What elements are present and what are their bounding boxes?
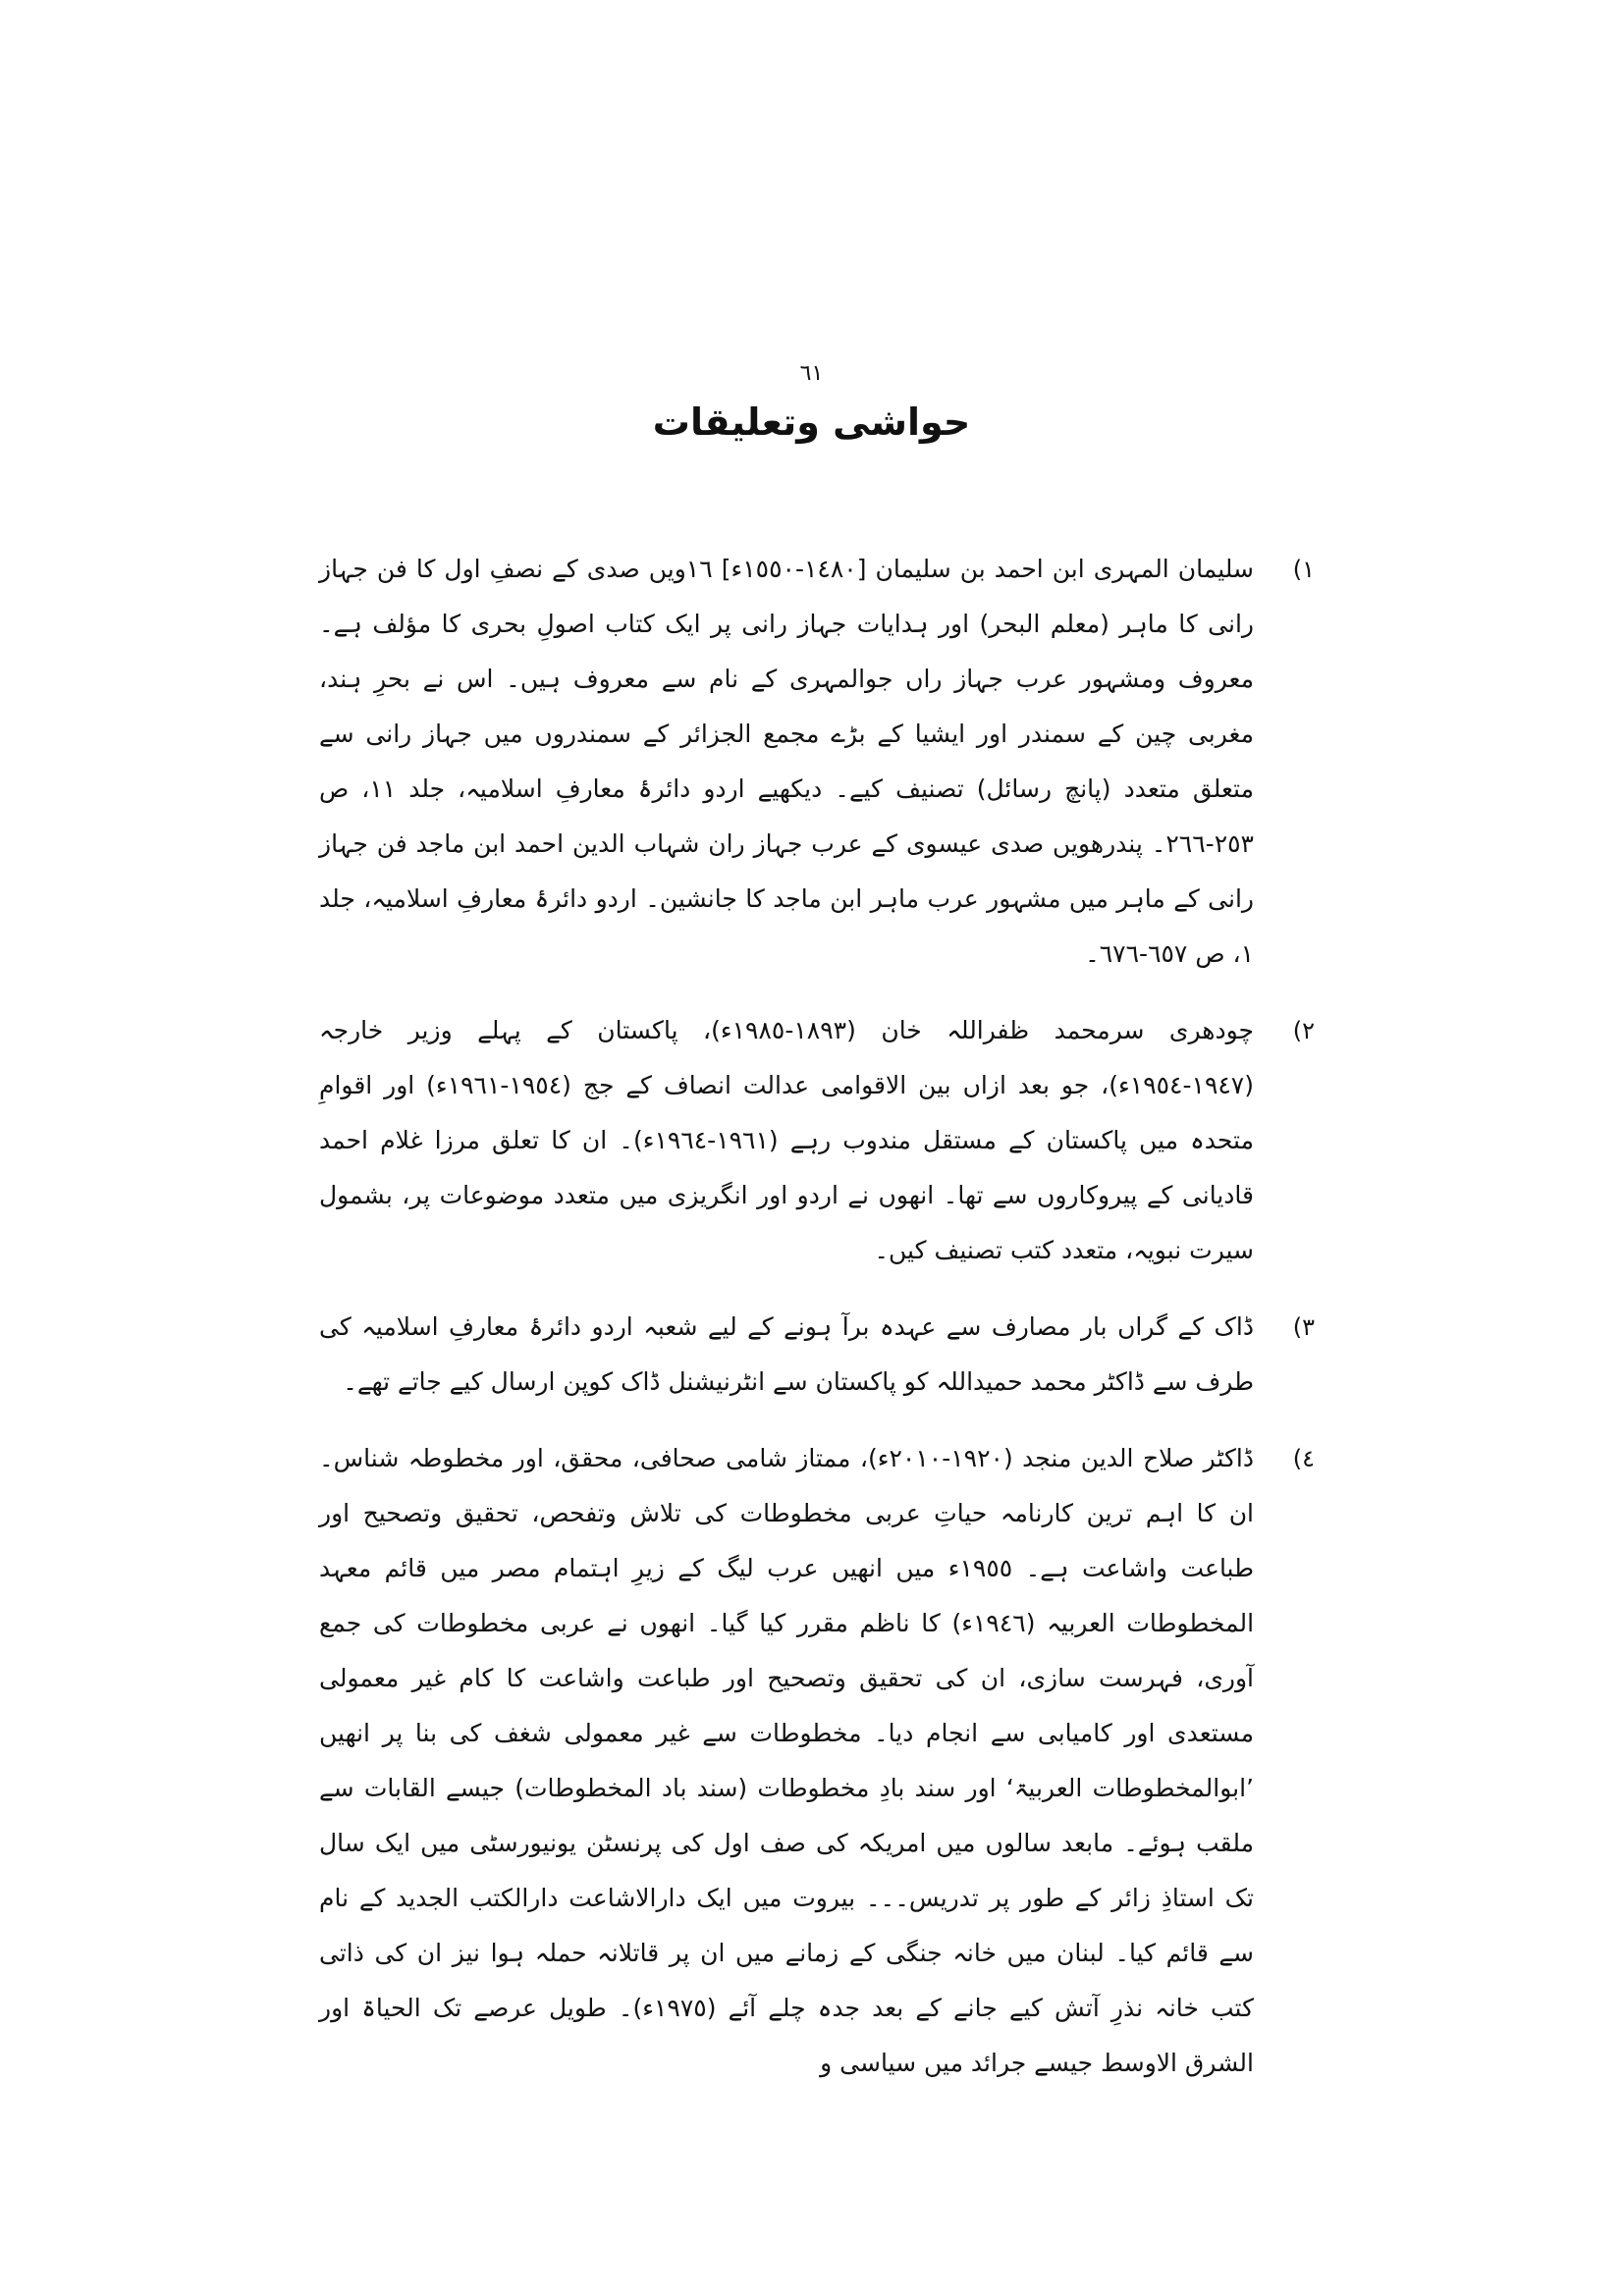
note-number: ٤) xyxy=(1292,1445,1315,1472)
note-number: ٣) xyxy=(1292,1313,1315,1341)
note-item xyxy=(319,1431,1321,2091)
note-text: سلیمان المہری ابن احمد بن سلیمان [١٤٨٠-١٥٥٠ء] ١٦ویں صدی کے نصفِ اول کا فن جہاز رانی کا ماہر (معلم البحر) اور ہدایات جہاز رانی پر ایک کتاب اصولِ بحری کا مؤلف ہے۔ معروف ومشہور عرب جہاز راں جوالمہری کے نام سے معروف ہیں۔ اس نے بحرِ ہند، مغربی چین کے سمندر اور ایشیا کے بڑے مجمع الجزائر کے سمندروں میں جہاز رانی سے متعلق متعدد (پانچ رسائل) تصنیف کیے۔ دیکھیے اردو دائرۂ معارفِ اسلامیہ، جلد ١١، ص ٢٥٣-٢٦٦۔ پندرھویں صدی عیسوی کے عرب جہاز ران شہاب الدین احمد ابن ماجد فن جہاز رانی کے ماہر میں مشہور عرب ماہر ابن ماجد کا جانشین۔ اردو دائرۂ معارفِ اسلامیہ، جلد ١، ص ٦٥٧-٦٧٦۔ xyxy=(319,555,1254,968)
note-item xyxy=(319,1300,1321,1410)
note-number: ٢) xyxy=(1292,1017,1315,1044)
note-item xyxy=(319,1003,1321,1278)
note-number: ١) xyxy=(1292,556,1315,583)
notes-list xyxy=(319,542,1321,2112)
note-item xyxy=(319,542,1321,982)
note-text: چودھری سرمحمد ظفراللہ خان (١٨٩٣-١٩٨٥ء)، پاکستان کے پہلے وزیر خارجہ (١٩٤٧-١٩٥٤ء)، جو بعد ازاں بین الاقوامی عدالت انصاف کے جج (١٩٥٤-١٩٦١ء) اور اقوامِ متحدہ میں پاکستان کے مستقل مندوب رہے (١٩٦١-١٩٦٤ء)۔ ان کا تعلق مرزا غلام احمد قادیانی کے پیروکاروں سے تھا۔ انھوں نے اردو اور انگریزی میں متعدد موضوعات پر، بشمول سیرت نبویہ، متعدد کتب تصنیف کیں۔ xyxy=(319,1016,1254,1264)
page-number: ٦١ xyxy=(799,361,824,386)
page-title: حواشی وتعلیقات xyxy=(652,400,971,444)
note-text: ڈاک کے گراں بار مصارف سے عہدہ برآ ہونے کے لیے شعبہ اردو دائرۂ معارفِ اسلامیہ کی طرف سے ڈاکٹر محمد حمیداللہ کو پاکستان سے انٹرنیشنل ڈاک کوپن ارسال کیے جاتے تھے۔ xyxy=(319,1312,1254,1396)
note-text: ڈاکٹر صلاح الدین منجد (١٩٢٠-٢٠١٠ء)، ممتاز شامی صحافی، محقق، اور مخطوطہ شناس۔ ان کا اہم ترین کارنامہ حیاتِ عربی مخطوطات کی تلاش وتفحص، تحقیق وتصحیح اور طباعت واشاعت ہے۔ ١٩٥٥ء میں انھیں عرب لیگ کے زیرِ اہتمام مصر میں قائم معہد المخطوطات العربیہ (١٩٤٦ء) کا ناظم مقرر کیا گیا۔ انھوں نے عربی مخطوطات کی جمع آوری، فہرست سازی، ان کی تحقیق وتصحیح اور طباعت واشاعت کا کام غیر معمولی مستعدی اور کامیابی سے انجام دیا۔ مخطوطات سے غیر معمولی شغف کی بنا پر انھیں ’ابوالمخطوطات العربیۃ‘ اور سند بادِ مخطوطات (سند باد المخطوطات) جیسے القابات سے ملقب ہوئے۔ مابعد سالوں میں امریکہ کی صف اول کی پرنسٹن یونیورسٹی میں ایک سال تک استاذِ زائر کے طور پر تدریس۔۔۔ بیروت میں ایک دارالاشاعت دارالکتب الجدید کے نام سے قائم کیا۔ لبنان میں خانہ جنگی کے زمانے میں ان پر قاتلانہ حملہ ہوا نیز ان کی ذاتی کتب خانہ نذرِ آتش کیے جانے کے بعد جدہ چلے آئے (١٩٧٥ء)۔ طویل عرصے تک الحیاۃ اور الشرق الاوسط جیسے جرائد میں سیاسی و xyxy=(319,1444,1255,2077)
